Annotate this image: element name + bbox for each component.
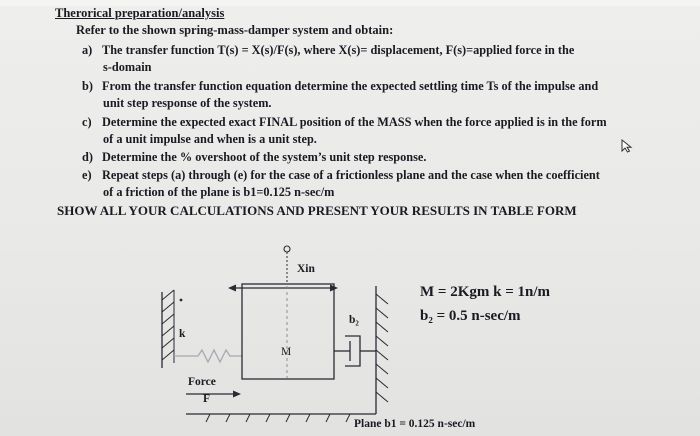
item-e-line2: of a friction of the plane is b1=0.125 n-sec/m (103, 185, 335, 199)
item-e-line1: Repeat steps (a) through (e) for the case of a frictionless plane and the case when the coefficient (102, 168, 600, 182)
intro-text: Refer to the shown spring-mass-damper system and obtain: (76, 23, 394, 37)
force-label: Force (188, 376, 216, 388)
mark-dot (180, 299, 183, 302)
item-c-line2: of a unit impulse and when is a unit step. (103, 132, 317, 146)
right-wall-hatching (376, 294, 388, 402)
instruction-text: SHOW ALL YOUR CALCULATIONS AND PRESENT YOUR RESULTS IN TABLE FORM (57, 203, 577, 218)
item-b (82, 79, 598, 94)
item-a (82, 43, 574, 58)
xin-label: Xin (297, 263, 315, 275)
item-b-line2: unit step response of the system. (103, 96, 272, 110)
item-a-line1: The transfer function T(s) = X(s)/F(s), where X(s)= displacement, F(s)=applied force in the (102, 43, 575, 57)
params-line2: b₂ = 0.5 n-sec/m (420, 308, 521, 324)
page-heading: Therorical preparation/analysis (55, 6, 225, 20)
left-wall-hatching (162, 290, 174, 363)
mouse-cursor-icon (620, 139, 634, 153)
item-b-line1: From the transfer function equation determine the expected settling time Ts of the impulse and (102, 79, 599, 93)
item-d-label: d) (82, 150, 93, 164)
spring-mass-damper-diagram (150, 228, 480, 436)
ground-hatching (206, 414, 350, 422)
item-c-line1: Determine the expected exact FINAL position of the MASS when the force applied is in the form (102, 115, 607, 129)
item-d-line1: Determine the % overshoot of the system’s unit step response. (102, 150, 427, 164)
item-a-line2: s-domain (103, 60, 152, 74)
force-arrow-head (233, 391, 241, 398)
mass-label: M (281, 346, 292, 358)
plane-label: Plane b1 = 0.125 n-sec/m (354, 418, 476, 430)
item-c-label: c) (82, 115, 92, 129)
xin-arrow-left-head (228, 285, 236, 292)
spring-k-label: k (179, 328, 186, 340)
pointer-circle (284, 246, 290, 252)
force-f-label: F (203, 393, 211, 405)
item-e (82, 168, 600, 183)
item-c (82, 115, 607, 130)
item-d (82, 150, 426, 165)
item-e-label: e) (82, 168, 92, 182)
item-a-label: a) (82, 43, 93, 57)
diagram-drawing (150, 228, 480, 436)
spring (174, 350, 242, 362)
params-line1: M = 2Kgm k = 1n/m (420, 284, 551, 300)
damper-b2-label: b₂ (349, 314, 359, 326)
mass-block (242, 284, 334, 379)
item-b-label: b) (82, 79, 93, 93)
